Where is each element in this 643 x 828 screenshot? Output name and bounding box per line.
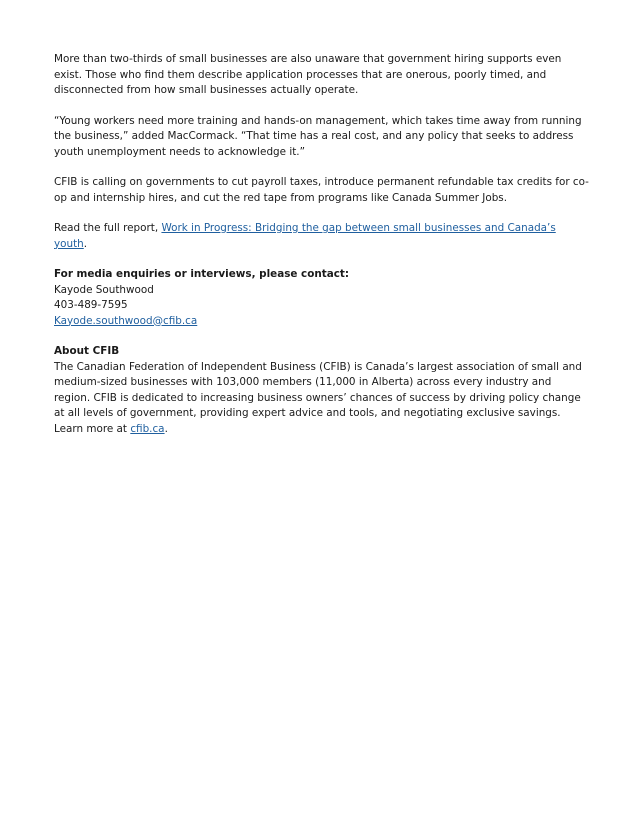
report-prefix: Read the full report, (54, 222, 162, 234)
paragraph-hiring-supports: More than two-thirds of small businesses are also unaware that government hiring supports even exist. Those who find them describe application processes that are onerous, poorly timed, and disconnected from how small businesses actually operate. (54, 53, 562, 96)
media-contact-heading: For media enquiries or interviews, please contact: (54, 268, 350, 280)
contact-email-link[interactable]: Kayode.southwood@cfib.ca (54, 314, 198, 327)
paragraph-maccormack-quote: “Young workers need more training and hands-on management, which takes time away from running the business,” added MacCormack. “That time has a real cost, and any policy that seeks to address youth unemployment needs to acknowledge it.” (54, 114, 582, 158)
contact-phone: 403-489-7595 (54, 299, 128, 311)
paragraph-cfib-calling: CFIB is calling on governments to cut payroll taxes, introduce permanent refundable tax credits for co-op and internship hires, and cut the red tape from programs like Canada Summer Jobs. (54, 176, 589, 204)
media-contact-block (54, 267, 590, 329)
full-report-link[interactable]: Work in Progress: Bridging the gap between small businesses and Canada’s youth (54, 222, 556, 250)
about-heading: About CFIB (54, 345, 120, 357)
contact-name: Kayode Southwood (54, 283, 154, 296)
cfib-website-link[interactable]: cfib.ca (130, 422, 165, 435)
document-page (54, 52, 590, 437)
about-suffix: . (164, 422, 168, 435)
about-body: The Canadian Federation of Independent Business (CFIB) is Canada’s largest association of small and medium-sized businesses with 103,000 members (11,000 in Alberta) across every industry and region. CFIB is dedicated to increasing business owners’ chances of success by driving policy change at all levels of government, providing expert advice and tools, and negotiating exclusive savings. Learn more at (54, 360, 582, 435)
report-suffix: . (83, 237, 88, 250)
paragraph-full-report (54, 221, 590, 252)
about-cfib-block (54, 344, 590, 437)
